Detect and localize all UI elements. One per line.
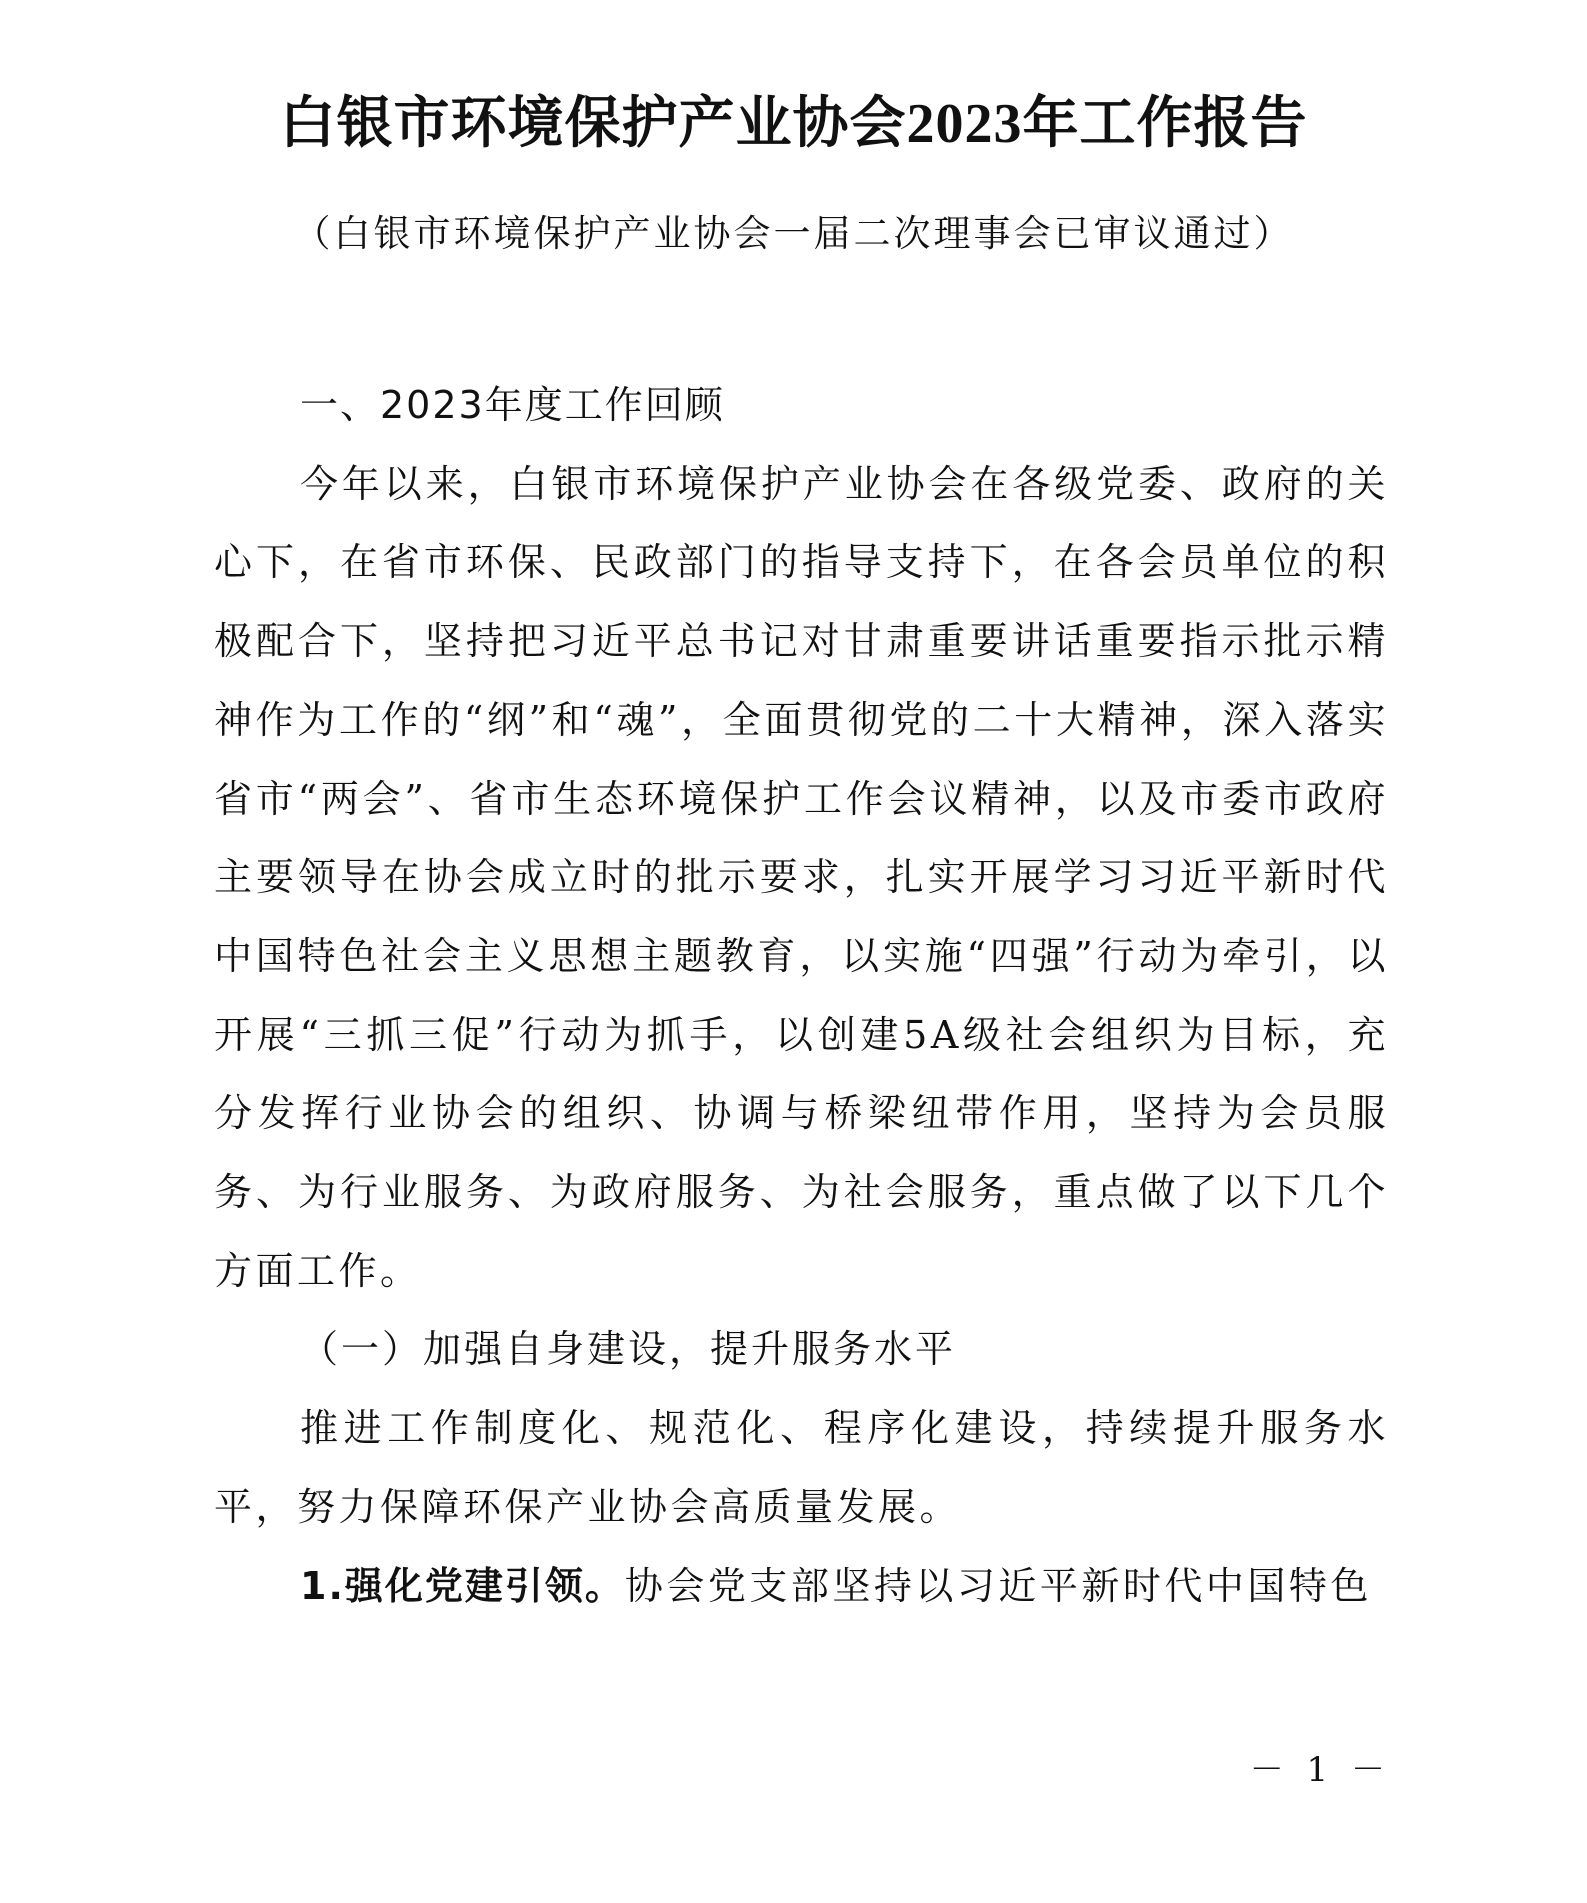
section-heading: 一、2023年度工作回顾: [300, 383, 725, 427]
list-item-text: 协会党支部坚持以习近平新时代中国特色: [624, 1563, 1372, 1608]
subsection-heading: （一）加强自身建设，提升服务水平: [300, 1327, 957, 1372]
document-body: [214, 366, 1389, 1625]
body-paragraph: 推进工作制度化、规范化、程序化建设，持续提升服务水平，努力保障环保产业协会高质量发展。: [214, 1406, 1389, 1529]
body-paragraph: 今年以来，白银市环境保护产业协会在各级党委、政府的关心下，在省市环保、民政部门的指导支持下，在各会员单位的积极配合下，坚持把习近平总书记对甘肃重要讲话重要指示批示精神作为工作的“纲”和“魂”，全面贯彻党的二十大精神，深入落实省市“两会”、省市生态环境保护工作会议精神，以及市委市政府主要领导在协会成立时的批示要求，扎实开展学习习近平新时代中国特色社会主义思想主题教育，以实施“四强”行动为牵引，以开展“三抓三促”行动为抓手，以创建5A级社会组织为目标，充分发挥行业协会的组织、协调与桥梁纽带作用，坚持为会员服务、为行业服务、为政府服务、为社会服务，重点做了以下几个方面工作。: [214, 461, 1389, 1293]
page-number: － 1 －: [1249, 1750, 1391, 1790]
document-subtitle: （白银市环境保护产业协会一届二次理事会已审议通过）: [293, 212, 1294, 255]
list-item: [214, 1547, 1389, 1626]
list-item-lead: 1.强化党建引领。: [300, 1563, 625, 1608]
document-title: 白银市环境保护产业协会2023年工作报告: [279, 93, 1308, 155]
